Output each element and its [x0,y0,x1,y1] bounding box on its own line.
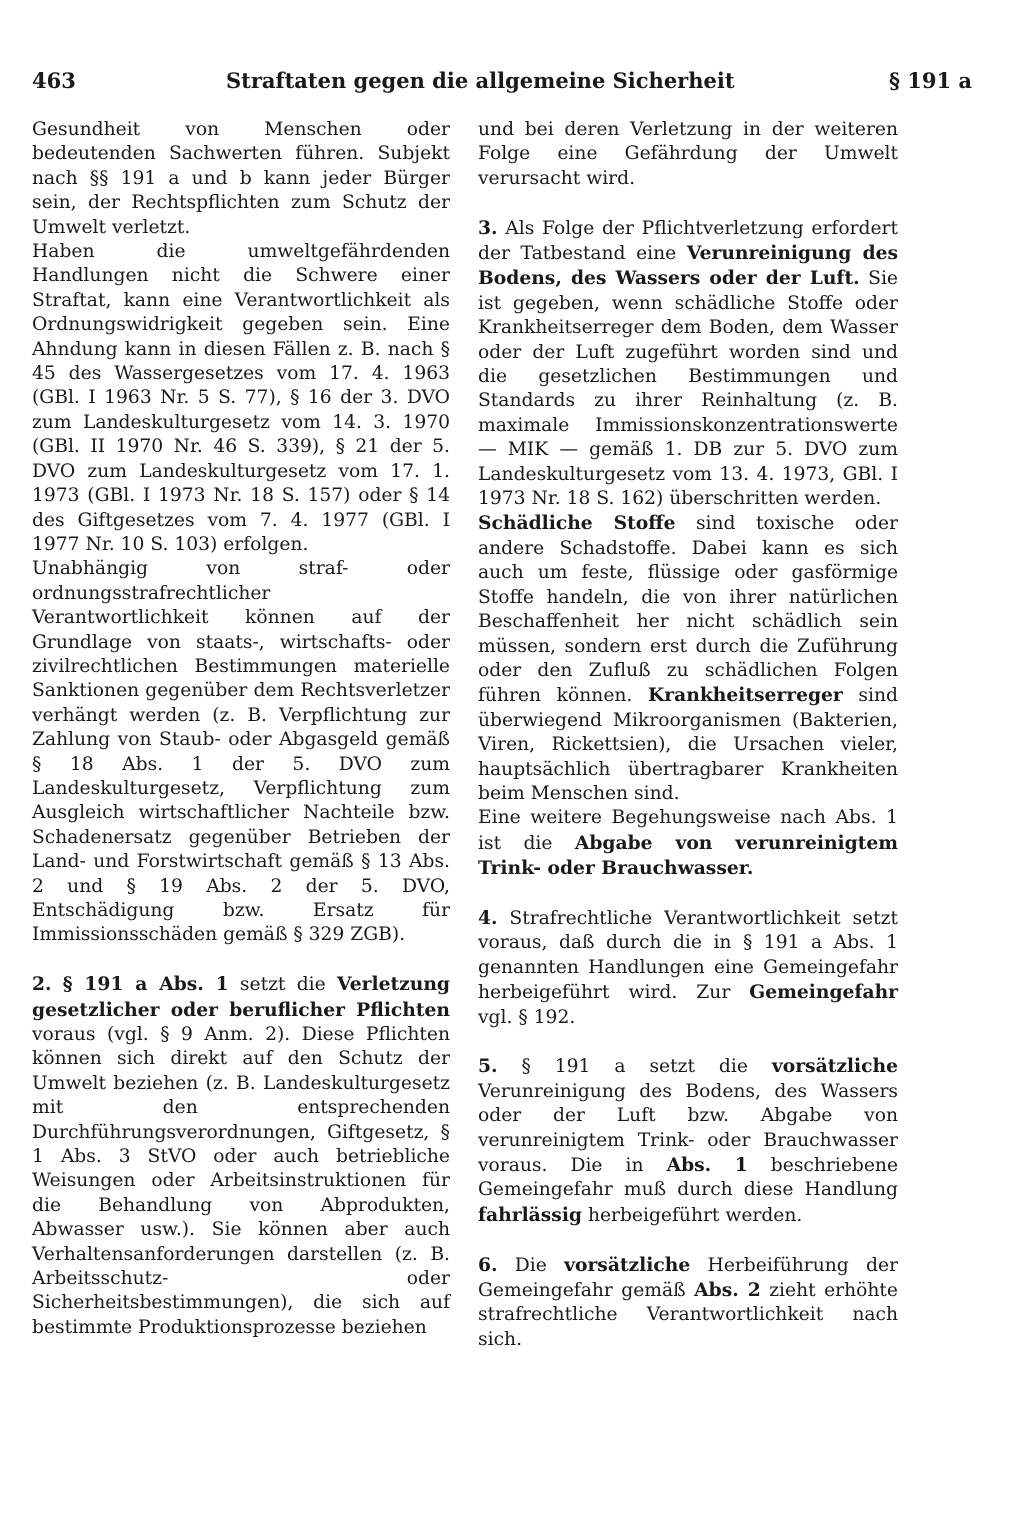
bold-term: Verletzung gesetzlicher oder beruflicher Pflichten [32,973,450,1021]
paragraph: Unabhängig von straf- oder ordnungsstrafrechtlicher Verantwortlichkeit können auf der Grundlage von staats-, wirtschafts- oder zivilrechtlichen Bestimmungen materielle Sanktionen gegenüber dem Rechtsverletzer verhängt werden (z. B. Verpflichtung zur Zahlung von Staub- oder Abgasgeld gemäß § 18 Abs. 1 der 5. DVO zum Landeskulturgesetz, Verpflichtung zum Ausgleich wirtschaftlicher Nachteile bzw. Schadenersatz gegenüber Betrieben der Land- und Forstwirtschaft gemäß § 13 Abs. 2 und § 19 Abs. 2 der 5. DVO, Entschädigung bzw. Ersatz für Immissionsschäden gemäß § 329 ZGB). [32,558,450,946]
text-run: Herbeiführung der Gemeingefahr gemäß [478,1254,899,1302]
paragraph: Haben die umweltgefährdenden Handlungen nicht die Schwere einer Straftat, kann eine Verantwortlichkeit als Ordnungswidrigkeit gegeben sein. Eine Ahndung kann in diesen Fällen z. B. nach § 45 des Wassergesetzes vom 17. 4. 1963 (GBl. I 1963 Nr. 5 S. 77), § 16 der 3. DVO zum Landeskulturgesetz vom 14. 3. 1970 (GBl. II 1970 Nr. 46 S. 339), § 21 der 5. DVO zum Landeskulturgesetz vom 17. 1. 1973 (GBl. I 1973 Nr. 18 S. 157) oder § 14 des Giftgesetzes vom 7. 4. 1977 (GBl. I 1977 Nr. 10 S. 103) erfolgen. [32,241,450,555]
bold-term: vorsätzliche [771,1055,898,1078]
text-run: Eine weitere Begehungsweise nach Abs. 1 ist die [478,807,898,854]
bold-term: Gemeingefahr [749,981,898,1004]
text-run: Strafrechtliche Verantwortlichkeit setzt voraus, daß durch die in § 191 a Abs. 1 genannten Handlungen eine Gemeingefahr herbeigeführt wird. Zur [478,907,898,1004]
text-run: Sie ist gegeben, wenn schädliche Stoffe oder Krankheitserreger dem Boden, dem Wasser oder der Luft zugeführt worden sind und die gesetzlichen Bestimmungen und Standards zu ihrer Reinhaltung (z. B. maximale Immissionskonzentrationswerte — MIK — gemäß 1. DB zur 5. DVO zum Landeskulturgesetz vom 13. 4. 1973, GBl. I 1973 Nr. 18 S. 162) überschritten werden. [478,268,898,510]
section-number: 6. [478,1253,498,1276]
section-number: 4. [478,906,498,929]
text-run: Als Folge der Pflichtverletzung erfordert der Tatbestand eine [478,217,898,265]
text-run: voraus (vgl. § 9 Anm. 2). Diese Pflichten können sich direkt auf den Schutz der Umwelt beziehen (z. B. Landeskulturgesetz mit den entsprechenden Durchführungsverordnungen, Giftgesetz, § 1 Abs. 3 StVO oder auch betriebliche Weisungen oder Arbeitsinstruktionen für die Behandlung von Abprodukten, Abwasser usw.). Sie können aber auch Verhaltensanforderungen darstellen (z. B. Arbeitsschutz- oder Sicherheitsbestimmungen), die sich auf bestimmte Produktionsprozesse beziehen [32,1024,450,1338]
running-title: Straftaten gegen die allgemeine Sicherheit [226,68,735,93]
bold-term: fahrlässig [478,1203,582,1226]
text-run: § 191 a setzt die [497,1056,772,1078]
section-4-paragraph [478,906,898,1030]
text-run: Die [497,1254,565,1276]
bold-term: Krankheitserreger [648,684,843,707]
paragraph [478,806,898,881]
section-number: 2. [32,973,52,996]
section-number: 5. [478,1055,498,1078]
bold-term: vorsätzliche [564,1253,691,1276]
text-run: zieht erhöhte strafrechtliche Verantwortlichkeit nach sich. [478,1280,898,1350]
text-run: beschriebene Gemeingefahr muß durch diese Handlung [478,1155,899,1201]
text-run: sind toxische oder andere Schadstoffe. Dabei kann es sich auch um feste, flüssige oder gasförmige Stoffe handeln, die von ihrer natürlichen Beschaffenheit her nicht schädlich sein müssen, sondern erst durch die Zuführung oder den Zufluß zu schädlichen Folgen führen können. [478,513,898,707]
text-run: setzt die [228,974,337,996]
page-number: 463 [32,68,76,93]
bold-term: Verunreinigung des Bodens, des Wassers oder der Luft. [478,242,898,290]
bold-term: Abs. 1 [666,1154,748,1177]
text-run: sind überwiegend Mikroorganismen (Bakterien, Viren, Rickettsien), die Ursachen vieler, hauptsächlich übertragbarer Krankheiten beim Menschen sind. [478,685,898,804]
paragraph: Gesundheit von Menschen oder bedeutenden Sachwerten führen. Subjekt nach §§ 191 a und b kann jeder Bürger sein, der Rechtspflichten zum Schutz der Umwelt verletzt. [32,119,450,238]
left-column [32,118,450,1340]
paragraph: und bei deren Verletzung in der weiteren Folge eine Gefährdung der Umwelt verursacht wird. [478,119,898,189]
bold-term: Abs. 2 [694,1279,761,1302]
bold-term: Schädliche Stoffe [478,512,676,535]
bold-term: Abgabe von verunreinigtem Trink- oder Brauchwasser. [478,831,898,880]
section-3-paragraph [478,216,898,512]
section-6-paragraph [478,1253,898,1353]
text-run: Verunreinigung des Bodens, des Wassers oder der Luft bzw. Abgabe von verunreinigtem Trink- oder Brauchwasser voraus. Die in [478,1080,898,1177]
page-header [32,68,972,102]
bold-term: § 191 a Abs. 1 [62,973,229,996]
section-marker: § 191 a [888,68,972,93]
section-5-paragraph [478,1054,898,1228]
right-column [478,118,898,1352]
paragraph [478,511,898,806]
section-number: 3. [478,216,498,239]
text-run: vgl. § 192. [478,1006,576,1028]
section-2-paragraph [32,972,450,1340]
text-run: herbeigeführt werden. [582,1204,803,1226]
